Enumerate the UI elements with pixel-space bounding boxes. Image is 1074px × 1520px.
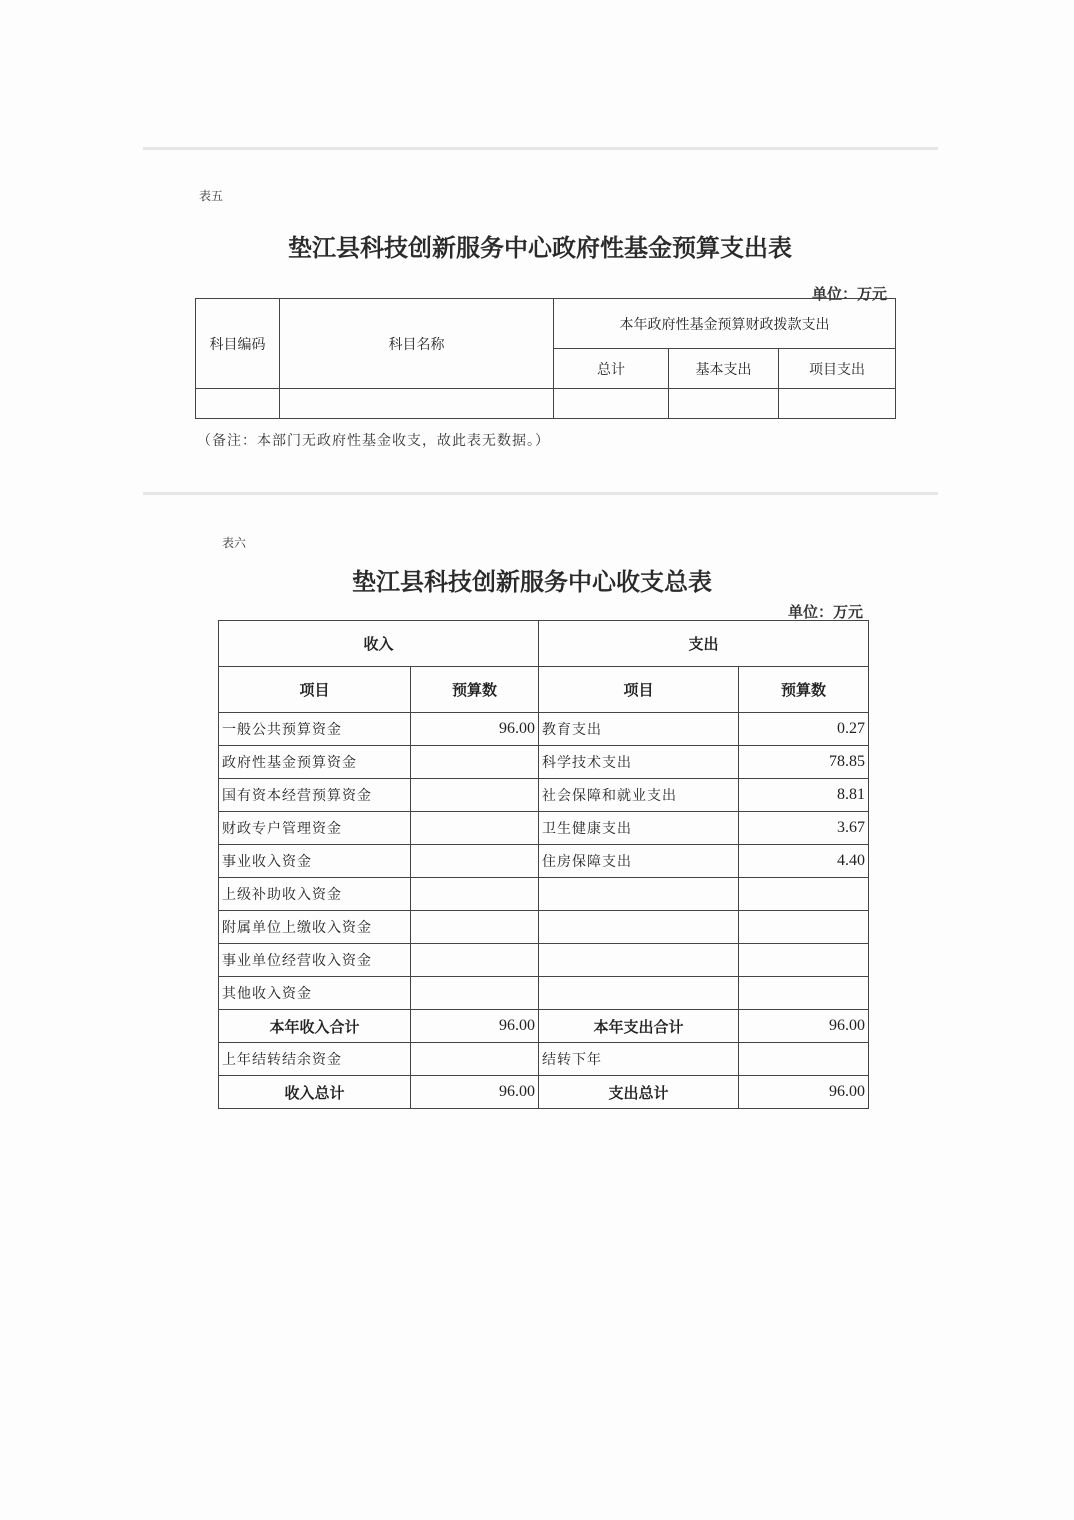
- in-item-cell: 事业单位经营收入资金: [219, 944, 411, 977]
- table5-label: 表五: [199, 189, 224, 203]
- out-val-cell: 3.67: [739, 812, 869, 845]
- out-val-cell: [739, 878, 869, 911]
- in-item-cell: 本年收入合计: [219, 1010, 411, 1043]
- out-item-cell: [539, 944, 739, 977]
- table-row: [219, 977, 869, 1010]
- header-item: 项目: [219, 667, 411, 713]
- table6: [218, 620, 869, 1109]
- out-item-cell: 本年支出合计: [539, 1010, 739, 1043]
- out-item-cell: 支出总计: [539, 1076, 739, 1109]
- in-val-cell: 96.00: [411, 1010, 539, 1043]
- divider: [143, 147, 938, 150]
- table-row: [219, 746, 869, 779]
- table-row: [219, 1010, 869, 1043]
- in-val-cell: 96.00: [411, 713, 539, 746]
- table6-unit: 单位：万元: [788, 603, 864, 621]
- header-item: 项目: [539, 667, 739, 713]
- table-row: [219, 878, 869, 911]
- table-row: [196, 389, 896, 419]
- out-item-cell: 卫生健康支出: [539, 812, 739, 845]
- in-item-cell: 上年结转结余资金: [219, 1043, 411, 1076]
- table-row: [219, 845, 869, 878]
- in-val-cell: 96.00: [411, 1076, 539, 1109]
- table-row: [219, 1076, 869, 1109]
- header-total: 总计: [554, 349, 669, 389]
- out-item-cell: 科学技术支出: [539, 746, 739, 779]
- table-row: [219, 1043, 869, 1076]
- in-item-cell: 国有资本经营预算资金: [219, 779, 411, 812]
- out-val-cell: [739, 977, 869, 1010]
- table6-label: 表六: [222, 536, 247, 550]
- in-item-cell: 政府性基金预算资金: [219, 746, 411, 779]
- header-budget: 预算数: [739, 667, 869, 713]
- table-row: [219, 911, 869, 944]
- in-val-cell: [411, 1043, 539, 1076]
- out-val-cell: [739, 1043, 869, 1076]
- in-item-cell: 附属单位上缴收入资金: [219, 911, 411, 944]
- in-item-cell: 财政专户管理资金: [219, 812, 411, 845]
- in-val-cell: [411, 911, 539, 944]
- in-val-cell: [411, 845, 539, 878]
- in-val-cell: [411, 779, 539, 812]
- out-item-cell: 教育支出: [539, 713, 739, 746]
- table-row: [219, 779, 869, 812]
- table-row: [219, 713, 869, 746]
- out-item-cell: 结转下年: [539, 1043, 739, 1076]
- in-val-cell: [411, 977, 539, 1010]
- out-val-cell: 8.81: [739, 779, 869, 812]
- table5-unit: 单位：万元: [812, 285, 888, 303]
- out-item-cell: [539, 878, 739, 911]
- out-item-cell: [539, 911, 739, 944]
- out-val-cell: 96.00: [739, 1010, 869, 1043]
- divider: [143, 492, 938, 495]
- header-group: 本年政府性基金预算财政拨款支出: [554, 299, 896, 349]
- out-val-cell: [739, 944, 869, 977]
- in-val-cell: [411, 812, 539, 845]
- out-val-cell: [739, 911, 869, 944]
- in-item-cell: 其他收入资金: [219, 977, 411, 1010]
- out-val-cell: 4.40: [739, 845, 869, 878]
- in-item-cell: 事业收入资金: [219, 845, 411, 878]
- header-code: 科目编码: [196, 299, 280, 389]
- out-item-cell: 住房保障支出: [539, 845, 739, 878]
- out-val-cell: 78.85: [739, 746, 869, 779]
- out-item-cell: [539, 977, 739, 1010]
- out-val-cell: 96.00: [739, 1076, 869, 1109]
- table5: [195, 298, 896, 419]
- in-val-cell: [411, 944, 539, 977]
- table-row: [219, 812, 869, 845]
- out-val-cell: 0.27: [739, 713, 869, 746]
- in-val-cell: [411, 746, 539, 779]
- header-budget: 预算数: [411, 667, 539, 713]
- table5-title: 垫江县科技创新服务中心政府性基金预算支出表: [288, 233, 792, 262]
- header-project: 项目支出: [779, 349, 896, 389]
- in-item-cell: 收入总计: [219, 1076, 411, 1109]
- header-name: 科目名称: [280, 299, 554, 389]
- table6-title: 垫江县科技创新服务中心收支总表: [352, 567, 712, 596]
- in-val-cell: [411, 878, 539, 911]
- table5-note: （备注：本部门无政府性基金收支，故此表无数据。）: [197, 433, 550, 449]
- header-income: 收入: [219, 621, 539, 667]
- header-basic: 基本支出: [669, 349, 779, 389]
- header-expense: 支出: [539, 621, 869, 667]
- table-row: [219, 944, 869, 977]
- in-item-cell: 一般公共预算资金: [219, 713, 411, 746]
- out-item-cell: 社会保障和就业支出: [539, 779, 739, 812]
- in-item-cell: 上级补助收入资金: [219, 878, 411, 911]
